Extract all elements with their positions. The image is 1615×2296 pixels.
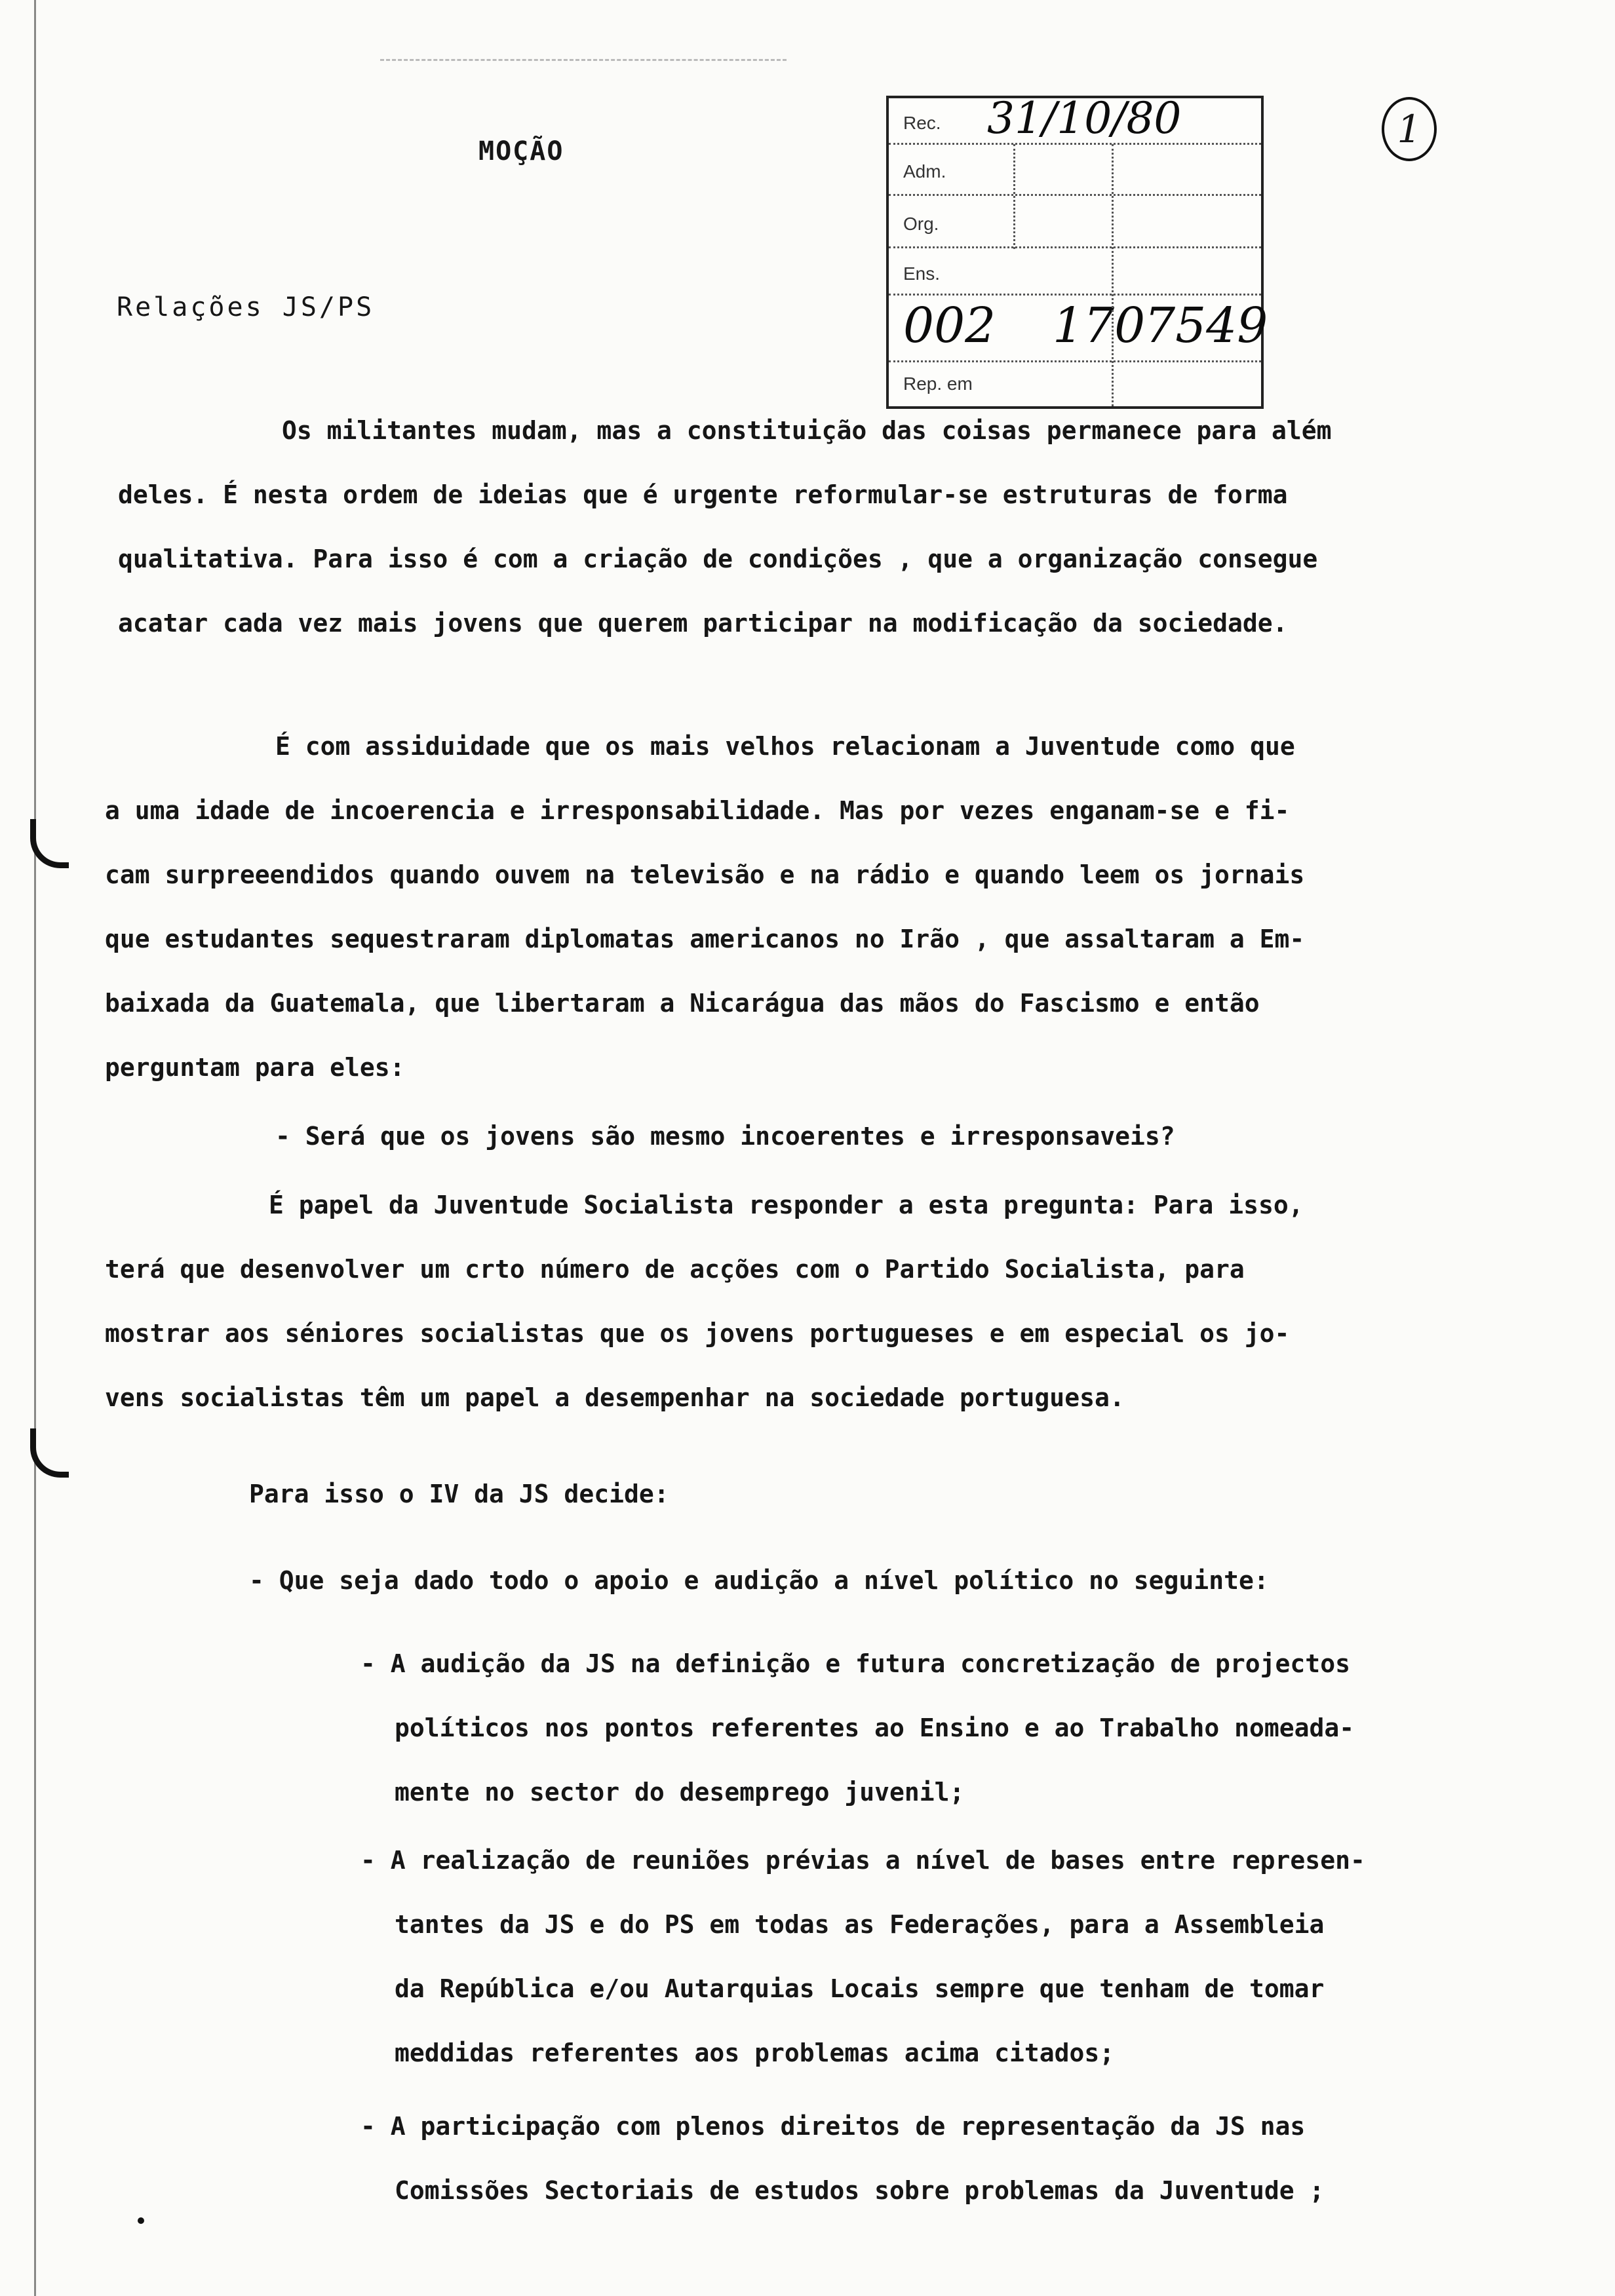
- text-line: acatar cada vez mais jovens que querem participar na modificação da sociedade.: [118, 609, 1288, 638]
- stamp-row-org: [889, 195, 1261, 248]
- stamp-rec-date: 31/10/80: [987, 93, 1182, 144]
- paragraph-2: [105, 714, 1304, 1100]
- stamp-code-1: 002: [903, 297, 996, 354]
- text-line: É com assiduidade que os mais velhos relacionam a Juventude como que: [275, 732, 1295, 761]
- stamp-row-adm: [889, 144, 1261, 196]
- stamp-row-rec: [889, 93, 1261, 145]
- stamp-ens-label: Ens.: [903, 263, 941, 284]
- registration-stamp: [886, 93, 1268, 409]
- stamp-adm-label: Adm.: [903, 161, 946, 182]
- stamp-column-divider: [1112, 144, 1114, 406]
- text-line: tantes da JS e do PS em todas as Federações, para a Assembleia: [395, 1910, 1325, 1939]
- decision-item-1: [360, 1632, 1354, 1824]
- text-line: cam surpreeendidos quando ouvem na televisão e na rádio e quando leem os jornais: [105, 860, 1305, 889]
- decision-intro: Para isso o IV da JS decide:: [249, 1480, 669, 1508]
- rhetorical-question: - Será que os jovens são mesmo incoerentes e irresponsaveis?: [275, 1122, 1175, 1151]
- text-line: terá que desenvolver um crto número de acções com o Partido Socialista, para: [105, 1255, 1245, 1284]
- stamp-row-ens: [889, 248, 1261, 296]
- text-line: Os militantes mudam, mas a constituição das coisas permanece para além: [282, 416, 1332, 445]
- document-subject: Relações JS/PS: [117, 292, 375, 322]
- stamp-row-codes: [889, 295, 1268, 362]
- stamp-rep-label: Rep. em: [903, 373, 973, 394]
- paragraph-3: [105, 1173, 1304, 1430]
- page-number: 1: [1382, 97, 1437, 161]
- page-edge-line: [34, 0, 36, 2296]
- text-line: - A audição da JS na definição e futura concretização de projectos: [360, 1649, 1350, 1678]
- text-line: que estudantes sequestraram diplomatas americanos no Irão , que assaltaram a Em-: [105, 925, 1305, 953]
- text-line: qualitativa. Para isso é com a criação de condições , que a organização consegue: [118, 545, 1318, 573]
- top-scan-marks: [380, 59, 787, 64]
- document-title: MOÇÃO: [478, 136, 564, 166]
- text-line: da República e/ou Autarquias Locais sempre que tenham de tomar: [395, 1974, 1325, 2003]
- text-line: perguntam para eles:: [105, 1053, 405, 1082]
- text-line: deles. É nesta ordem de ideias que é urgente reformular-se estruturas de forma: [118, 480, 1288, 509]
- text-line: - A realização de reuniões prévias a nível de bases entre represen-: [360, 1846, 1365, 1875]
- text-line: mostrar aos séniores socialistas que os jovens portugueses e em especial os jo-: [105, 1319, 1290, 1348]
- decision-item-2: [360, 1828, 1365, 2085]
- text-line: baixada da Guatemala, que libertaram a Nicarágua das mãos do Fascismo e então: [105, 989, 1260, 1018]
- decision-item-3: [360, 2094, 1324, 2223]
- stamp-org-label: Org.: [903, 214, 939, 234]
- text-line: É papel da Juventude Socialista responder a esta pregunta: Para isso,: [269, 1191, 1304, 1219]
- text-line: vens socialistas têm um papel a desempenhar na sociedade portuguesa.: [105, 1383, 1125, 1412]
- text-line: a uma idade de incoerencia e irresponsabilidade. Mas por vezes enganam-se e fi-: [105, 796, 1290, 825]
- decision-main: - Que seja dado todo o apoio e audição a nível político no seguinte:: [249, 1566, 1269, 1595]
- stamp-rec-label: Rec.: [903, 113, 941, 133]
- text-line: meddidas referentes aos problemas acima citados;: [395, 2038, 1115, 2067]
- stamp-code-3: 7549: [1144, 297, 1268, 354]
- text-line: políticos nos pontos referentes ao Ensino e ao Trabalho nomeada-: [395, 1713, 1355, 1742]
- stamp-column-divider: [1013, 144, 1015, 249]
- paragraph-1: [118, 398, 1331, 655]
- ink-dot: [138, 2217, 144, 2224]
- text-line: mente no sector do desemprego juvenil;: [395, 1778, 965, 1807]
- text-line: Comissões Sectoriais de estudos sobre problemas da Juventude ;: [395, 2176, 1325, 2205]
- stamp-code-2: 170: [1053, 297, 1146, 354]
- text-line: - A participação com plenos direitos de representação da JS nas: [360, 2112, 1306, 2141]
